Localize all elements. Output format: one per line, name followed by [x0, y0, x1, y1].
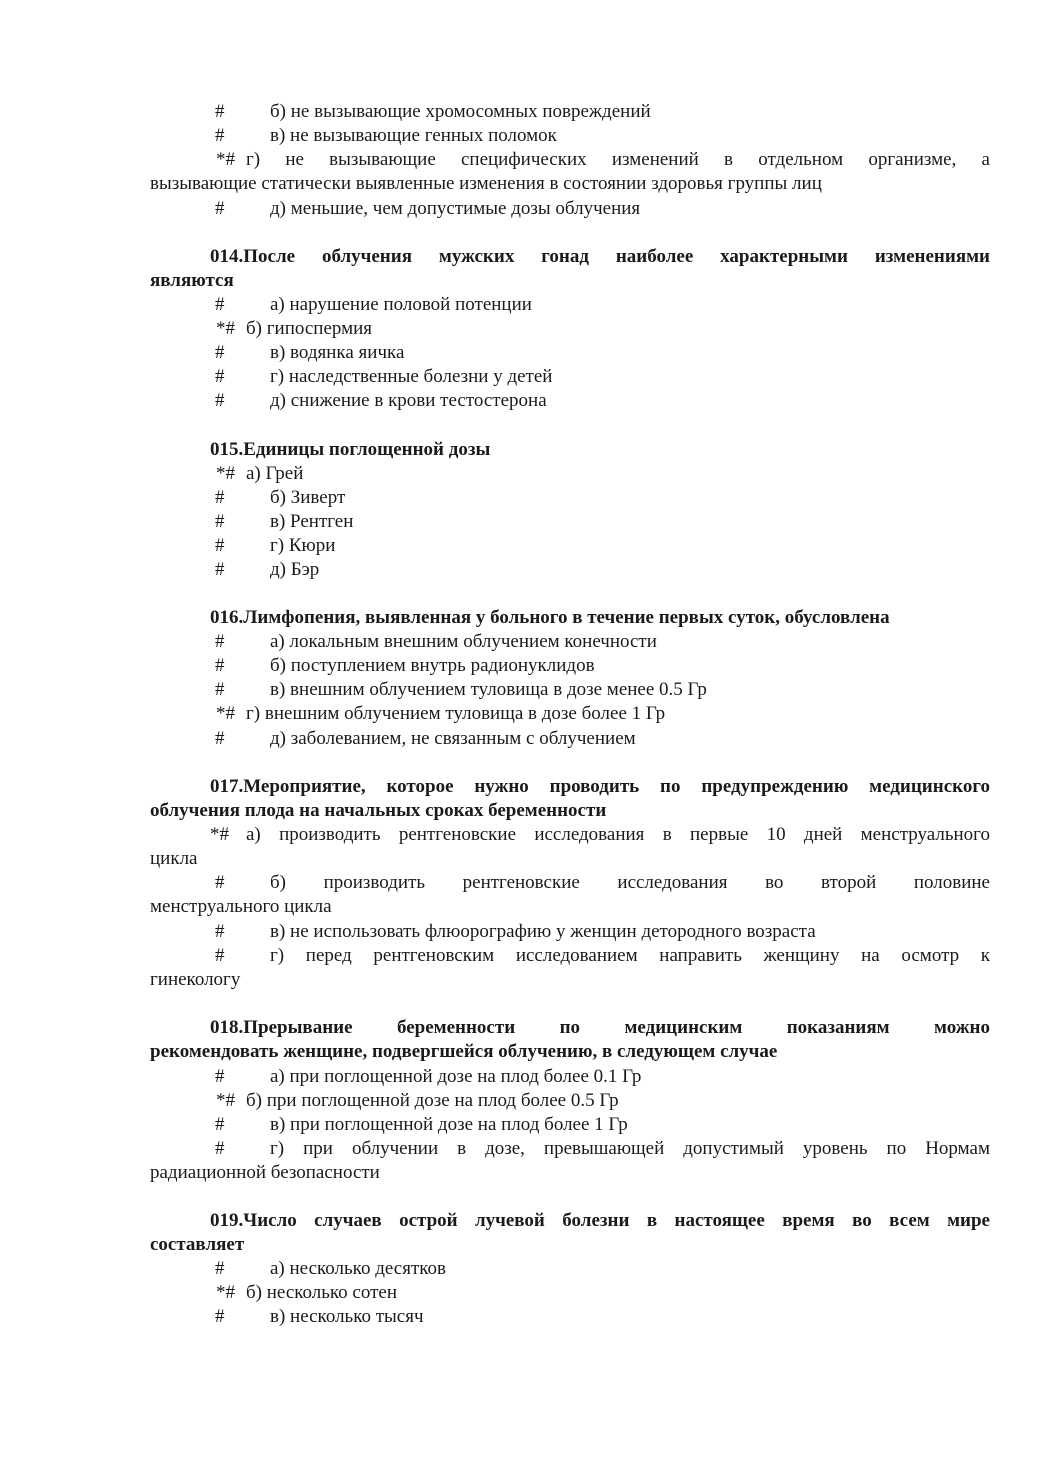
- answer-text: а) нарушение половой потенции: [270, 294, 532, 315]
- answer-line: [150, 1137, 990, 1161]
- answer-line: [150, 510, 990, 534]
- question-title: [150, 438, 990, 462]
- question-title-text: 015.Единицы поглощенной дозы: [210, 439, 491, 460]
- answer-line: [150, 1089, 990, 1113]
- answer-text: в) водянка яичка: [270, 342, 405, 363]
- answer-text: в) Рентген: [270, 511, 354, 532]
- answer-text: б) производить рентгеновские исследования во второй половине: [270, 872, 990, 893]
- answer-text-continued: менструального цикла: [150, 896, 332, 917]
- question-title-text: 016.Лимфопения, выявленная у больного в течение первых суток, обусловлена: [210, 607, 890, 628]
- question-title-text-continued: облучения плода на начальных сроках беременности: [150, 800, 607, 821]
- question-title: [150, 245, 990, 269]
- answer-line: [150, 944, 990, 968]
- answer-continuation: [150, 1161, 990, 1185]
- answer-text: г) наследственные болезни у детей: [270, 366, 553, 387]
- question-title-text: 018.Прерывание беременности по медицинским показаниям можно: [210, 1017, 990, 1038]
- answer-text: д) Бэр: [270, 559, 320, 580]
- answer-continuation: [150, 968, 990, 992]
- question-title: [150, 1016, 990, 1040]
- question-title-text: 014.После облучения мужских гонад наиболее характерными изменениями: [210, 246, 990, 267]
- answer-line: [150, 462, 990, 486]
- answer-line: [150, 871, 990, 895]
- answer-marker: #: [215, 872, 225, 893]
- answer-text-continued: гинекологу: [150, 969, 241, 990]
- answer-text: д) снижение в крови тестостерона: [270, 390, 547, 411]
- answer-marker: #: [215, 101, 225, 122]
- answer-line: [150, 630, 990, 654]
- answer-marker: #: [215, 679, 225, 700]
- correct-answer-marker: *#: [210, 824, 229, 845]
- answer-text: г) при облучении в дозе, превышающей допустимый уровень по Нормам: [270, 1138, 990, 1159]
- question-title-text: 019.Число случаев острой лучевой болезни в настоящее время во всем мире: [210, 1210, 990, 1231]
- answer-line: [150, 365, 990, 389]
- answer-line: [150, 1305, 990, 1329]
- answer-marker: #: [215, 1066, 225, 1087]
- correct-answer-marker: *#: [216, 149, 235, 170]
- correct-answer-marker: *#: [216, 1282, 235, 1303]
- answer-text: в) не вызывающие генных поломок: [270, 125, 557, 146]
- answer-marker: #: [215, 511, 225, 532]
- correct-answer-marker: *#: [216, 463, 235, 484]
- answer-text: а) производить рентгеновские исследования в первые 10 дней менструального: [246, 824, 990, 845]
- answer-marker: #: [215, 198, 225, 219]
- question-title-text: 017.Мероприятие, которое нужно проводить по предупреждению медицинского: [210, 776, 990, 797]
- answer-text: б) поступлением внутрь радионуклидов: [270, 655, 595, 676]
- answer-line: [150, 1257, 990, 1281]
- answer-marker: #: [215, 125, 225, 146]
- answer-marker: #: [215, 366, 225, 387]
- answer-text: в) несколько тысяч: [270, 1306, 424, 1327]
- answer-line: [150, 727, 990, 751]
- answer-marker: #: [215, 390, 225, 411]
- answer-text: б) несколько сотен: [246, 1282, 398, 1303]
- answer-text: д) заболеванием, не связанным с облучением: [270, 728, 636, 749]
- answer-text: г) Кюри: [270, 535, 336, 556]
- answer-line: [150, 654, 990, 678]
- answer-text: б) при поглощенной дозе на плод более 0.5 Гр: [246, 1090, 619, 1111]
- answer-line: [150, 317, 990, 341]
- answer-line: [150, 389, 990, 413]
- question-title-text-continued: составляет: [150, 1234, 245, 1255]
- answer-marker: #: [215, 535, 225, 556]
- answer-text-continued: цикла: [150, 848, 198, 869]
- answer-marker: #: [215, 342, 225, 363]
- correct-answer-marker: *#: [216, 703, 235, 724]
- answer-text: г) перед рентгеновским исследованием направить женщину на осмотр к: [270, 945, 990, 966]
- answer-text: а) локальным внешним облучением конечности: [270, 631, 657, 652]
- answer-marker: #: [215, 921, 225, 942]
- answer-line: [150, 823, 990, 847]
- answer-line: [150, 558, 990, 582]
- answer-line: [150, 1281, 990, 1305]
- answer-line: [150, 486, 990, 510]
- question-title: [150, 1209, 990, 1233]
- correct-answer-marker: *#: [216, 1090, 235, 1111]
- answer-continuation: [150, 172, 990, 196]
- answer-marker: #: [215, 945, 225, 966]
- answer-continuation: [150, 895, 990, 919]
- answer-line: [150, 197, 990, 221]
- answer-text: б) Зиверт: [270, 487, 346, 508]
- answer-marker: #: [215, 487, 225, 508]
- question-title: [150, 775, 990, 799]
- answer-line: [150, 702, 990, 726]
- question-title-continued: [150, 1233, 990, 1257]
- answer-text: г) внешним облучением туловища в дозе более 1 Гр: [246, 703, 666, 724]
- answer-marker: #: [215, 1114, 225, 1135]
- answer-line: [150, 678, 990, 702]
- answer-text: в) внешним облучением туловища в дозе менее 0.5 Гр: [270, 679, 707, 700]
- answer-text: а) несколько десятков: [270, 1258, 446, 1279]
- question-title-continued: [150, 799, 990, 823]
- answer-text: в) при поглощенной дозе на плод более 1 Гр: [270, 1114, 628, 1135]
- answer-continuation: [150, 847, 990, 871]
- answer-text-continued: радиационной безопасности: [150, 1162, 380, 1183]
- answer-marker: #: [215, 1258, 225, 1279]
- answer-line: [150, 124, 990, 148]
- answer-text: д) меньшие, чем допустимые дозы облучения: [270, 198, 641, 219]
- answer-line: [150, 293, 990, 317]
- correct-answer-marker: *#: [216, 318, 235, 339]
- question-title-continued: [150, 1040, 990, 1064]
- answer-text: а) Грей: [246, 463, 304, 484]
- answer-line: [150, 1065, 990, 1089]
- answer-text: а) при поглощенной дозе на плод более 0.1 Гр: [270, 1066, 642, 1087]
- answer-line: [150, 100, 990, 124]
- answer-line: [150, 148, 990, 172]
- question-title-continued: [150, 269, 990, 293]
- question-title: [150, 606, 990, 630]
- answer-text: б) гипоспермия: [246, 318, 373, 339]
- answer-marker: #: [215, 294, 225, 315]
- answer-marker: #: [215, 728, 225, 749]
- answer-text: б) не вызывающие хромосомных повреждений: [270, 101, 651, 122]
- answer-text: г) не вызывающие специфических изменений в отдельном организме, а: [246, 149, 990, 170]
- answer-marker: #: [215, 1138, 225, 1159]
- answer-marker: #: [215, 1306, 225, 1327]
- question-title-text-continued: рекомендовать женщине, подвергшейся облучению, в следующем случае: [150, 1041, 778, 1062]
- answer-text: в) не использовать флюорографию у женщин детородного возраста: [270, 921, 816, 942]
- answer-marker: #: [215, 631, 225, 652]
- question-title-text-continued: являются: [150, 270, 234, 291]
- answer-line: [150, 534, 990, 558]
- answer-text-continued: вызывающие статически выявленные изменения в состоянии здоровья группы лиц: [150, 173, 822, 194]
- answer-line: [150, 1113, 990, 1137]
- answer-marker: #: [215, 655, 225, 676]
- answer-marker: #: [215, 559, 225, 580]
- answer-line: [150, 341, 990, 365]
- answer-line: [150, 920, 990, 944]
